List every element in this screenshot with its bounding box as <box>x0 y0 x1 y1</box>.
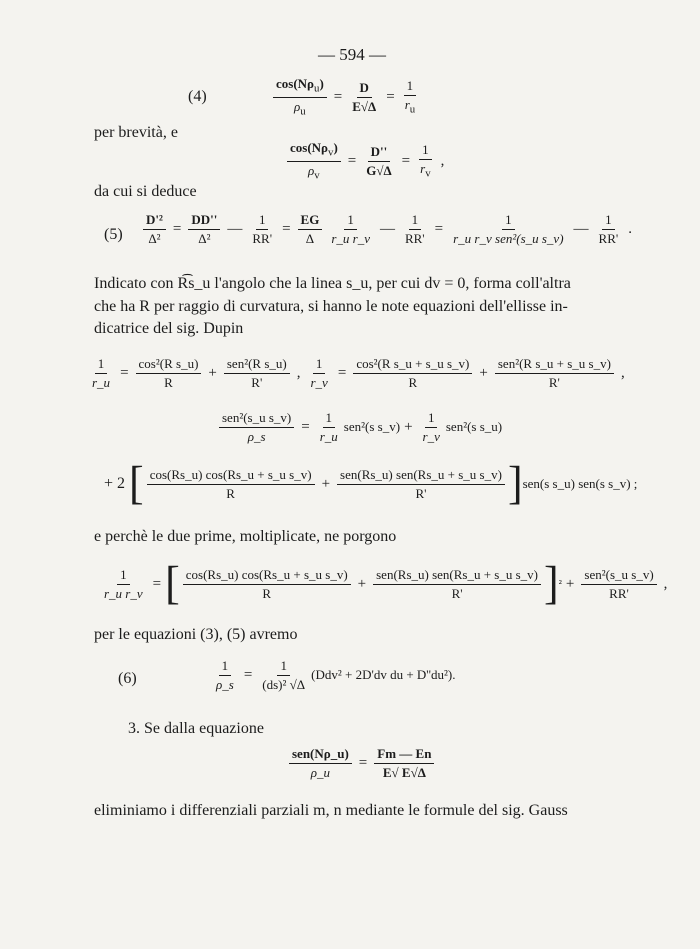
fraction: $\frac{1}{r_u}$ <box>404 77 416 116</box>
fraction: $\frac{D''}{G√\Delta}$ <box>366 143 392 178</box>
page-number: — 594 — <box>318 45 386 64</box>
fraction: $\frac{1}{r_v}$ <box>420 141 431 180</box>
paragraph-line: Indicato con R͡s_u l'angolo che la linea s_u, per cui dv = 0, forma coll'altra <box>94 275 571 292</box>
text-line: per le equazioni (3), (5) avremo <box>94 626 298 643</box>
fraction: $\frac{D}{E√\Delta}$ <box>352 79 377 114</box>
paragraph-line: che ha R per raggio di curvatura, si hanno le note equazioni dell'ellisse in- <box>94 298 568 315</box>
equation-dupin-2: $\frac{\text{sen²(s\_u s\_v)}}{\rho\_s}$ = $\frac{1}{r\_u}$ sen²(s s_v) + $\frac{1}{r\_v}$ sen²(s s_u) <box>216 410 502 444</box>
text-line: e perchè le due prime, moltiplicate, ne porgono <box>94 528 397 545</box>
paragraph-line: dicatrice del sig. Dupin <box>94 320 244 337</box>
equation-dupin-1: $\frac{1}{r\_u}$ = $\frac{\text{cos²(R s\_u)}}{R}$ + $\frac{\text{sen²(R s\_u)}}{R'}$ , $\frac{1}{r\_v}$ = $\frac{\text{cos²(R s\_u + s\_u s\_v)}}{R}$ + $\frac{\text{sen²(R s\_u + s\_u s\_v)}}{R'}$ , <box>92 356 625 390</box>
equation-4b: $\frac{\cos(N\rho_v)}{\rho_v}$ = $\frac{D''}{G√\Delta}$ = $\frac{1}{r_v}$ , <box>284 140 448 182</box>
section-heading: 3. Se dalla equazione <box>128 720 264 737</box>
equation-dupin-3: + 2 [ $\frac{\text{cos(Rs\_u) cos(Rs\_u + s\_u s\_v)}}{R}$ + $\frac{\text{sen(Rs\_u) sen(Rs\_u + s\_u s\_v)}}{R'}$ ] sen(s s_u) sen(s s_v) ; <box>104 457 638 510</box>
text-line: da cui si deduce <box>94 183 197 200</box>
equation-5: $\frac{\text{D'²}}{\text{Δ²}}$ = $\frac{DD''}{\text{Δ²}}$ — $\frac{1}{RR'}$ = $\frac{EG}{\Delta}$ $\frac{1}{\text{r\_u r\_v}}$ — $\frac{1}{RR'}$ = $\frac{1}{\text{r\_u r\_v sen²(s\_u s\_v)}}$ — $\frac{1}{RR'}$ . <box>140 212 636 246</box>
equation-label-4: (4) <box>188 88 207 105</box>
equation-7: $\frac{\text{sen(Nρ\_u)}}{\rho\_u}$ = $\frac{Fm — En}{E√ E√\Delta}$ <box>286 746 437 780</box>
equation-product: $\frac{1}{\text{r\_u r\_v}}$ = [ $\frac{\text{cos(Rs\_u) cos(Rs\_u + s\_u s\_v)}}{R}$ + $\frac{\text{sen(Rs\_u) sen(Rs\_u + s\_u s\_v)}}{R'}$ ] ² + $\frac{\text{sen²(s\_u s\_v)}}{RR'}$ , <box>104 557 668 610</box>
equation-label-6: (6) <box>118 670 137 687</box>
fraction: $\frac{\cos(N\rho_u)}{\rho_u}$ <box>273 76 327 118</box>
equation-6: $\frac{1}{\rho\_s}$ = $\frac{1}{\text{(ds)² √Δ}}$ (Ddv² + 2D'dv du + D''du²). <box>216 658 456 692</box>
equation-label-5: (5) <box>104 226 123 243</box>
text-line: eliminiamo i differenziali parziali m, n mediante le formule del sig. Gauss <box>94 802 568 819</box>
fraction: $\frac{\cos(N\rho_v)}{\rho_v}$ <box>287 140 341 182</box>
text-line: per brevità, e <box>94 124 178 141</box>
equation-4: $\frac{\cos(N\rho_u)}{\rho_u}$ = $\frac{D}{E√\Delta}$ = $\frac{1}{r_u}$ <box>270 76 421 118</box>
